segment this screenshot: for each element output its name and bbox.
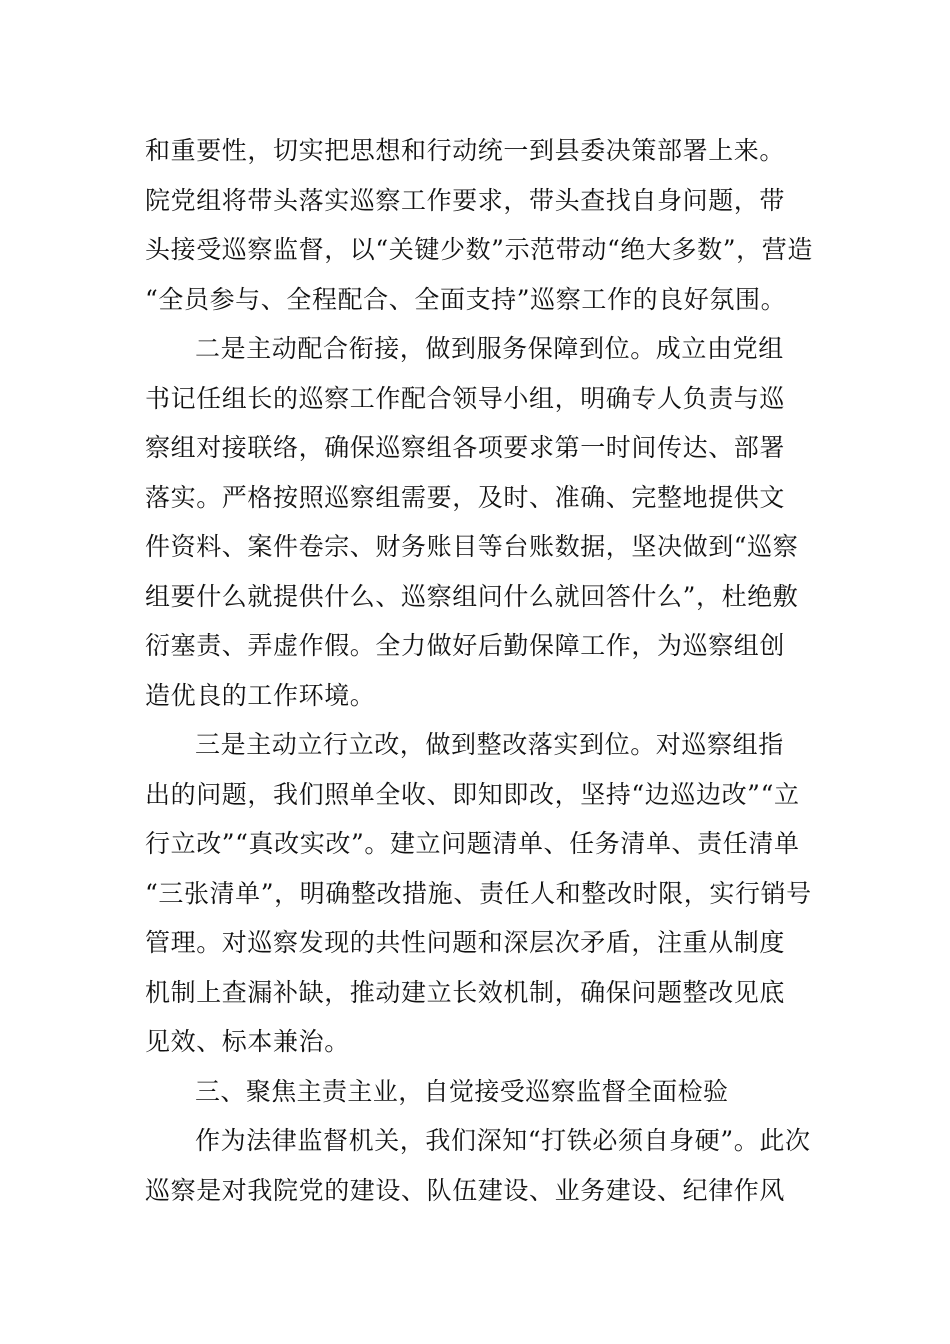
text-line: “全员参与、全程配合、全面支持”巡察工作的良好氛围。 <box>145 284 787 314</box>
document-body <box>145 126 815 1215</box>
text-line: 落实。严格按照巡察组需要，及时、准确、完整地提供文 <box>145 482 786 512</box>
text-line: 造优良的工作环境。 <box>145 680 376 710</box>
paragraph-start-line: 作为法律监督机关，我们深知“打铁必须自身硬”。此次 <box>195 1126 811 1155</box>
text-line: 衍塞责、弄虚作假。全力做好后勤保障工作，为巡察组创 <box>145 631 786 660</box>
text-line: 机制上查漏补缺，推动建立长效机制，确保问题整改见底 <box>145 977 786 1007</box>
text-line: 行立改”“真改实改”。建立问题清单、任务清单、责任清单 <box>145 829 800 858</box>
paragraph-start-line: 三是主动立行立改，做到整改落实到位。对巡察组指 <box>195 730 784 759</box>
text-line: 组要什么就提供什么、巡察组问什么就回答什么”，杜绝敷 <box>145 581 799 611</box>
text-line: 院党组将带头落实巡察工作要求，带头查找自身问题，带 <box>145 185 786 215</box>
text-line: 头接受巡察监督，以“关键少数”示范带动“绝大多数”，营造 <box>145 235 813 264</box>
text-line: 和重要性，切实把思想和行动统一到县委决策部署上来。 <box>145 136 786 165</box>
text-line: 巡察是对我院党的建设、队伍建设、业务建设、纪律作风 <box>145 1175 786 1205</box>
text-line: 见效、标本兼治。 <box>145 1027 350 1056</box>
text-line: 管理。对巡察发现的共性问题和深层次矛盾，注重从制度 <box>145 928 786 957</box>
text-line: “三张清单”，明确整改措施、责任人和整改时限，实行销号 <box>145 878 812 908</box>
text-line: 件资料、案件卷宗、财务账目等台账数据，坚决做到“巡察 <box>145 532 799 561</box>
text-line: 书记任组长的巡察工作配合领导小组，明确专人负责与巡 <box>145 383 786 413</box>
paragraph-start-line: 二是主动配合衔接，做到服务保障到位。成立由党组 <box>195 334 784 363</box>
text-line: 察组对接联络，确保巡察组各项要求第一时间传达、部署 <box>145 433 786 462</box>
text-line: 出的问题，我们照单全收、即知即改，坚持“边巡边改”“立 <box>145 779 800 809</box>
section-heading: 三、聚焦主责主业，自觉接受巡察监督全面检验 <box>195 1076 729 1106</box>
